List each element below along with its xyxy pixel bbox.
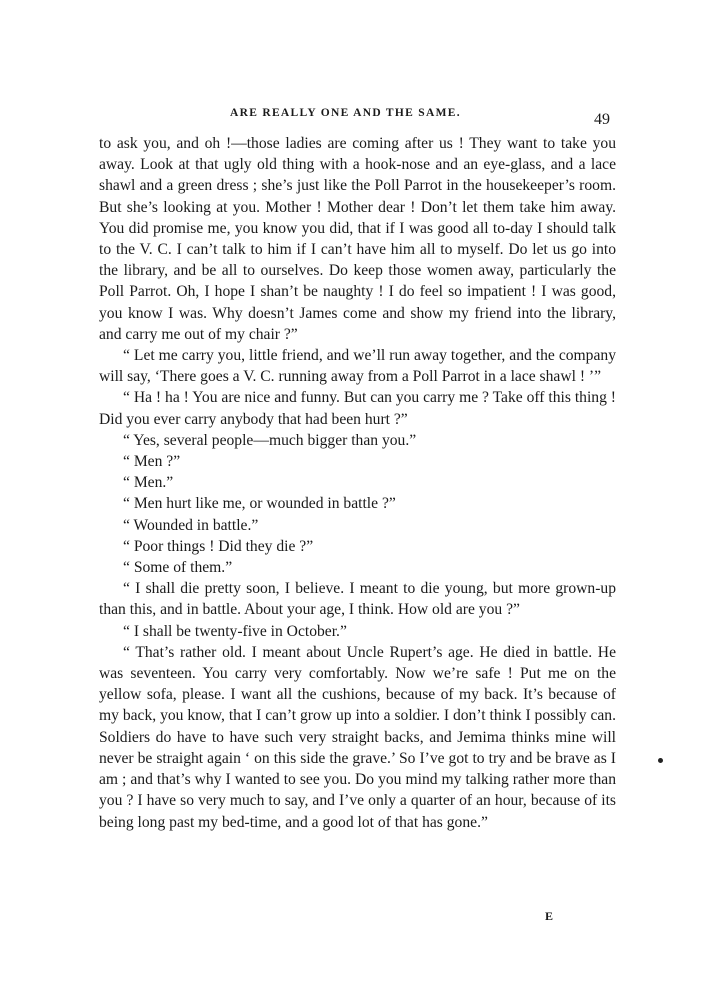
paragraph: “ Men.” bbox=[123, 474, 174, 492]
paragraph: “ I shall die pretty soon, I believe. I meant to die young, but more grown-up than this, and in battle. About your age, I think. How old are you ?” bbox=[99, 580, 616, 619]
paragraph: “ Ha ! ha ! You are nice and funny. But can you carry me ? Take off this thing ! Did you ever carry anybody that had been hurt ?” bbox=[99, 389, 616, 428]
paragraph: “ Men ?” bbox=[123, 453, 181, 471]
running-head: ARE REALLY ONE AND THE SAME. bbox=[230, 107, 461, 119]
paragraph: “ Poor things ! Did they die ?” bbox=[123, 537, 314, 555]
paragraph: “ Men hurt like me, or wounded in battle ?” bbox=[123, 495, 396, 513]
paragraph: “ I shall be twenty-five in October.” bbox=[123, 622, 347, 640]
ink-speck bbox=[658, 758, 663, 763]
paragraph: “ Let me carry you, little friend, and we’ll run away together, and the company will say, ‘There goes a V. C. running away from a Poll Parrot in a lace shawl ! ’” bbox=[99, 347, 616, 386]
paragraph: “ Wounded in battle.” bbox=[123, 516, 259, 534]
paragraph: “ Some of them.” bbox=[123, 559, 233, 577]
paragraph: “ Yes, several people—much bigger than you.” bbox=[123, 431, 417, 449]
body-text bbox=[99, 133, 616, 833]
page-number: 49 bbox=[594, 111, 610, 128]
paragraph: “ That’s rather old. I meant about Uncle Rupert’s age. He died in battle. He was seventeen. You carry very comfortably. Now we’re safe ! Put me on the yellow sofa, please. I want all the cushions, because of my back. It’s because of my back, you know, that I can’t grow up into a soldier. I don’t think I possibly can. Soldiers do have to have such very straight backs, and Jemima thinks mine will never be straight again ‘ on this side the grave.’ So I’ve got to try and be brave as I am ; and that’s why I wanted to see you. Do you mind my talking rather more than you ? I have so very much to say, and I’ve only a quarter of an hour, because of its being long past my bed-time, and a good lot of that has gone.” bbox=[99, 643, 616, 831]
signature-mark: E bbox=[545, 909, 554, 923]
paragraph: to ask you, and oh !—those ladies are coming after us ! They want to take you away. Look at that ugly old thing with a hook-nose and an eye-glass, and a lace shawl and a green dress ; she’s just like the Poll Parrot in the housekeeper’s room. But she’s looking at you. Mother ! Mother dear ! Don’t let them take him away. You did promise me, you know you did, that if I was good all to-day I should talk to the V. C. I can’t talk to him if I can’t have him all to myself. Do let us go into the library, and be all to ourselves. Do keep those women away, particularly the Poll Parrot. Oh, I hope I shan’t be naughty ! I do feel so impatient ! I was good, you know I was. Why doesn’t James come and show my friend into the library, and carry me out of my chair ?” bbox=[99, 135, 616, 343]
